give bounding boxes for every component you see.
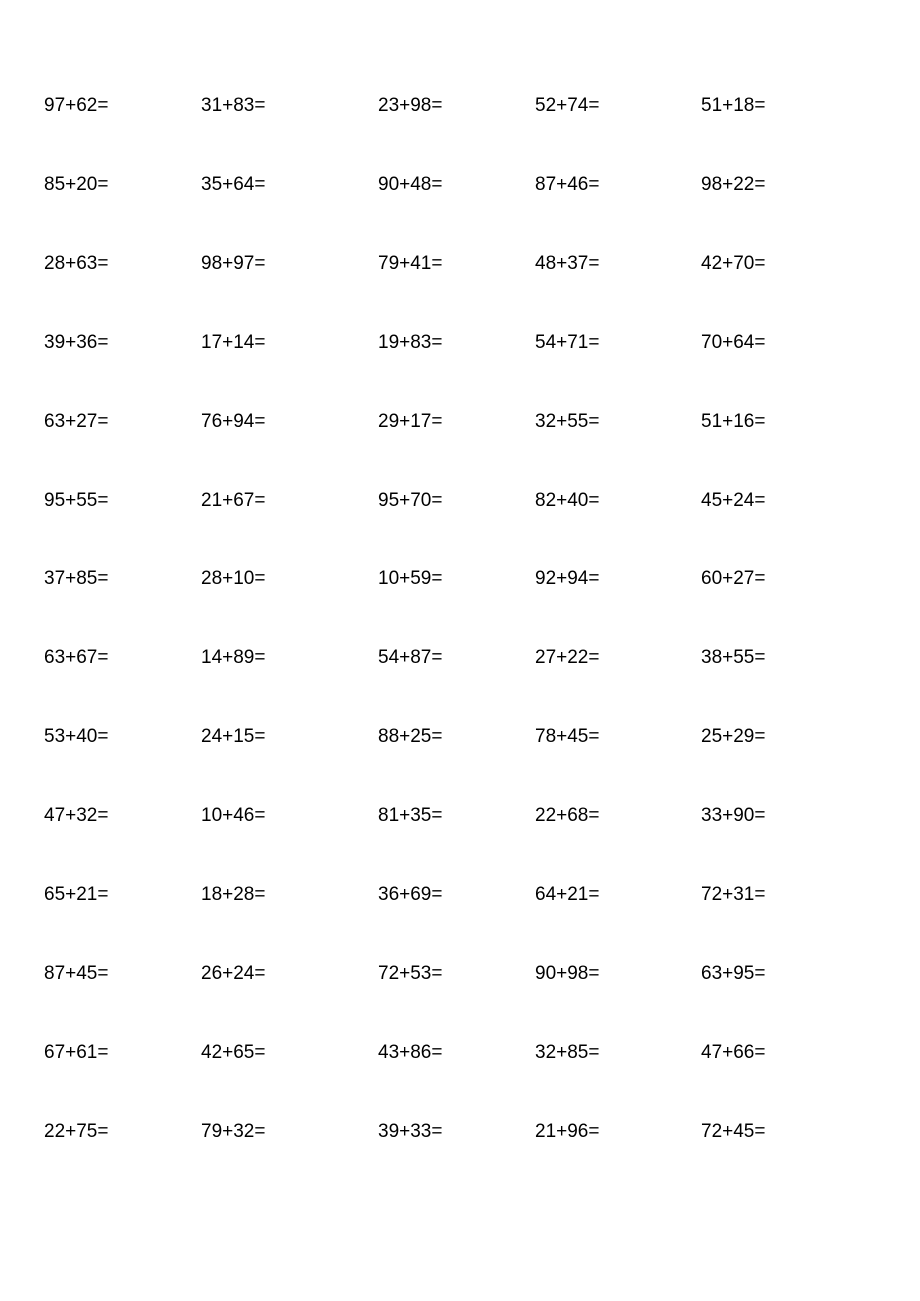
addition-problem: 67+61=	[44, 1041, 109, 1063]
addition-problem: 78+45=	[535, 726, 600, 748]
problem-row	[0, 489, 920, 513]
problem-row	[0, 410, 920, 434]
addition-problem: 65+21=	[44, 884, 109, 905]
addition-problem: 28+10=	[201, 568, 266, 590]
addition-problem: 60+27=	[701, 568, 766, 590]
addition-problem: 19+83=	[378, 331, 443, 353]
addition-problem: 23+98=	[378, 95, 443, 116]
addition-problem: 39+33=	[378, 1120, 443, 1142]
addition-problem: 32+55=	[535, 410, 600, 432]
addition-problem: 79+32=	[201, 1120, 266, 1142]
addition-problem: 17+14=	[201, 331, 266, 353]
addition-problem: 45+24=	[701, 489, 766, 511]
addition-problem: 28+63=	[44, 252, 109, 274]
addition-problem: 21+96=	[535, 1120, 600, 1142]
addition-problem: 92+94=	[535, 568, 600, 590]
addition-problem: 22+68=	[535, 805, 600, 827]
addition-problem: 87+45=	[44, 962, 109, 984]
problem-row	[0, 1041, 920, 1065]
addition-problem: 64+21=	[535, 884, 600, 905]
problem-row	[0, 725, 920, 749]
addition-problem: 95+55=	[44, 489, 109, 511]
addition-problem: 43+86=	[378, 1041, 443, 1063]
addition-problem: 18+28=	[201, 884, 266, 905]
addition-problem: 32+85=	[535, 1041, 600, 1063]
addition-problem: 14+89=	[201, 647, 266, 669]
problem-row	[0, 94, 920, 118]
addition-problem: 25+29=	[701, 726, 766, 748]
problem-row	[0, 1120, 920, 1144]
addition-problem: 51+16=	[701, 410, 766, 432]
problem-row	[0, 173, 920, 197]
problem-row	[0, 962, 920, 986]
addition-problem: 10+46=	[201, 805, 266, 827]
addition-problem: 98+22=	[701, 173, 766, 195]
problem-row	[0, 883, 920, 907]
addition-problem: 36+69=	[378, 884, 443, 905]
addition-problem: 54+87=	[378, 647, 443, 669]
problem-row	[0, 567, 920, 591]
addition-problem: 87+46=	[535, 173, 600, 195]
addition-problem: 72+53=	[378, 962, 443, 984]
addition-problem: 51+18=	[701, 95, 766, 116]
problem-row	[0, 252, 920, 276]
problem-row	[0, 804, 920, 828]
addition-problem: 38+55=	[701, 647, 766, 669]
addition-problem: 63+67=	[44, 647, 109, 669]
addition-problem: 79+41=	[378, 252, 443, 274]
addition-problem: 22+75=	[44, 1120, 109, 1142]
addition-problem: 63+27=	[44, 410, 109, 432]
addition-problem: 90+98=	[535, 962, 600, 984]
addition-problem: 53+40=	[44, 726, 109, 748]
problem-row	[0, 646, 920, 670]
addition-problem: 29+17=	[378, 410, 443, 432]
addition-problem: 21+67=	[201, 489, 266, 511]
addition-problem: 85+20=	[44, 173, 109, 195]
problem-row	[0, 331, 920, 355]
addition-problem: 47+66=	[701, 1041, 766, 1063]
addition-problem: 72+45=	[701, 1120, 766, 1142]
addition-problem: 35+64=	[201, 173, 266, 195]
addition-problem: 90+48=	[378, 173, 443, 195]
addition-problem: 97+62=	[44, 95, 109, 116]
addition-problem: 88+25=	[378, 726, 443, 748]
addition-problem: 98+97=	[201, 252, 266, 274]
addition-problem: 72+31=	[701, 884, 766, 905]
addition-problem: 48+37=	[535, 252, 600, 274]
addition-problem: 42+70=	[701, 252, 766, 274]
addition-problem: 42+65=	[201, 1041, 266, 1063]
addition-problem: 95+70=	[378, 489, 443, 511]
addition-problem: 54+71=	[535, 331, 600, 353]
addition-problem: 31+83=	[201, 95, 266, 116]
addition-problem: 76+94=	[201, 410, 266, 432]
addition-problem: 70+64=	[701, 331, 766, 353]
addition-problem: 24+15=	[201, 726, 266, 748]
addition-problem: 27+22=	[535, 647, 600, 669]
addition-problem: 82+40=	[535, 489, 600, 511]
addition-problem: 63+95=	[701, 962, 766, 984]
addition-problem: 39+36=	[44, 331, 109, 353]
addition-problem: 37+85=	[44, 568, 109, 590]
addition-problem: 33+90=	[701, 805, 766, 827]
addition-problem: 26+24=	[201, 962, 266, 984]
addition-problem: 47+32=	[44, 805, 109, 827]
addition-problem: 10+59=	[378, 568, 443, 590]
addition-problem: 52+74=	[535, 95, 600, 116]
addition-problem: 81+35=	[378, 805, 443, 827]
